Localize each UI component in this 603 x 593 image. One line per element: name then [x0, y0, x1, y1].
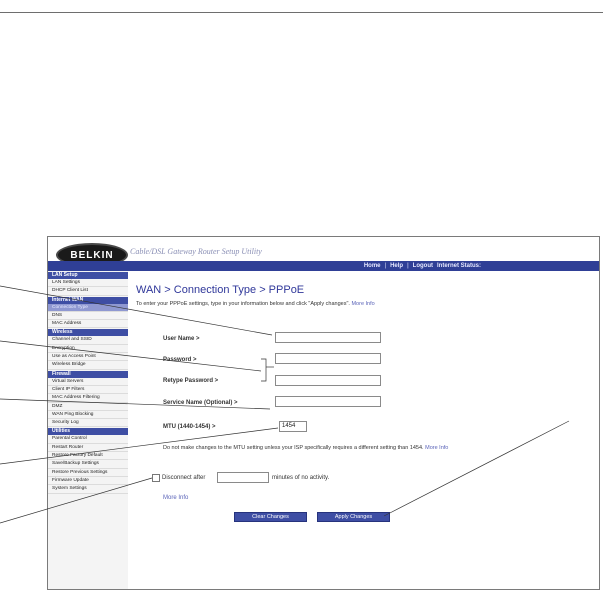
header	[48, 237, 599, 271]
mtu-note	[163, 445, 493, 452]
sidebar-item-mac-filtering[interactable]: MAC Address Filtering	[48, 394, 128, 402]
sidebar	[48, 271, 128, 589]
mtu-note-text: Do not make changes to the MTU setting unless your ISP specifically requires a different setting than 1454.	[163, 445, 424, 451]
sidebar-item-mac-address[interactable]: MAC Address	[48, 320, 128, 328]
sidebar-section-firewall: Firewall	[48, 371, 128, 378]
sidebar-item-security-log[interactable]: Security Log	[48, 419, 128, 427]
sidebar-section-internet-wan: Internet WAN	[48, 297, 128, 304]
sidebar-item-connection-type[interactable]: Connection Type	[48, 304, 128, 312]
sidebar-item-encryption[interactable]: Encryption	[48, 345, 128, 353]
sidebar-item-lan-settings[interactable]: LAN Settings	[48, 279, 128, 287]
sidebar-item-virtual-servers[interactable]: Virtual Servers	[48, 378, 128, 386]
disconnect-checkbox[interactable]	[152, 474, 160, 482]
disconnect-minutes-input[interactable]	[217, 472, 269, 483]
retype-password-label: Retype Password >	[163, 378, 219, 384]
mtu-label: MTU (1440-1454) >	[163, 424, 216, 430]
home-link[interactable]: Home	[363, 263, 381, 269]
intro-more-info-link[interactable]: More Info	[351, 301, 375, 307]
more-info-link[interactable]: More Info	[163, 495, 189, 501]
sidebar-item-firmware-update[interactable]: Firmware Update	[48, 477, 128, 485]
internet-status-label: Internet Status:	[436, 263, 481, 269]
sidebar-item-wireless-bridge[interactable]: Wireless Bridge	[48, 361, 128, 369]
sidebar-item-access-point[interactable]: Use as Access Point	[48, 353, 128, 361]
retype-password-input[interactable]	[275, 375, 381, 386]
top-bar	[48, 261, 599, 271]
belkin-logo: BELKIN	[56, 243, 128, 267]
sidebar-item-dns[interactable]: DNS	[48, 312, 128, 320]
sidebar-item-restore-previous[interactable]: Restore Previous Settings	[48, 469, 128, 477]
service-name-label: Service Name (Optional) >	[163, 400, 238, 406]
sidebar-item-system-settings[interactable]: System Settings	[48, 485, 128, 493]
username-input[interactable]	[275, 332, 381, 343]
disconnect-label: Disconnect after	[162, 475, 206, 481]
username-label: User Name >	[163, 336, 200, 342]
intro-sentence: To enter your PPPoE settings, type in your information below and click "Apply changes".	[136, 301, 350, 307]
sidebar-item-save-backup[interactable]: Save/Backup Settings	[48, 460, 128, 468]
sidebar-item-wan-ping-blocking[interactable]: WAN Ping Blocking	[48, 411, 128, 419]
router-ui-screenshot	[47, 236, 600, 590]
main-content	[130, 271, 598, 589]
sidebar-item-dhcp-client-list[interactable]: DHCP Client List	[48, 287, 128, 295]
mtu-input[interactable]: 1454	[279, 421, 307, 432]
clear-changes-button[interactable]: Clear Changes	[234, 512, 307, 522]
app-title: Cable/DSL Gateway Router Setup Utility	[130, 247, 262, 256]
page-title: WAN > Connection Type > PPPoE	[136, 284, 305, 296]
logout-link[interactable]: Logout	[412, 263, 433, 269]
apply-changes-button[interactable]: Apply Changes	[317, 512, 390, 522]
sidebar-section-lan-setup: LAN Setup	[48, 272, 128, 279]
sidebar-section-wireless: Wireless	[48, 329, 128, 336]
sidebar-item-restart-router[interactable]: Restart Router	[48, 444, 128, 452]
intro-text	[136, 301, 476, 308]
mtu-more-info-link[interactable]: More Info	[425, 445, 449, 451]
help-link[interactable]: Help	[390, 263, 404, 269]
sidebar-item-dmz[interactable]: DMZ	[48, 403, 128, 411]
password-input[interactable]	[275, 353, 381, 364]
sidebar-item-channel-ssid[interactable]: Channel and SSID	[48, 336, 128, 344]
sidebar-item-restore-factory[interactable]: Restore Factory Default	[48, 452, 128, 460]
sidebar-item-client-ip-filters[interactable]: Client IP Filters	[48, 386, 128, 394]
sidebar-item-parental-control[interactable]: Parental Control	[48, 435, 128, 443]
top-rule	[0, 12, 603, 13]
disconnect-suffix: minutes of no activity.	[272, 475, 330, 481]
top-links: Home | Help | Logout Internet Status:	[363, 263, 481, 269]
sidebar-section-utilities: Utilities	[48, 428, 128, 435]
service-name-input[interactable]	[275, 396, 381, 407]
password-label: Password >	[163, 357, 197, 363]
